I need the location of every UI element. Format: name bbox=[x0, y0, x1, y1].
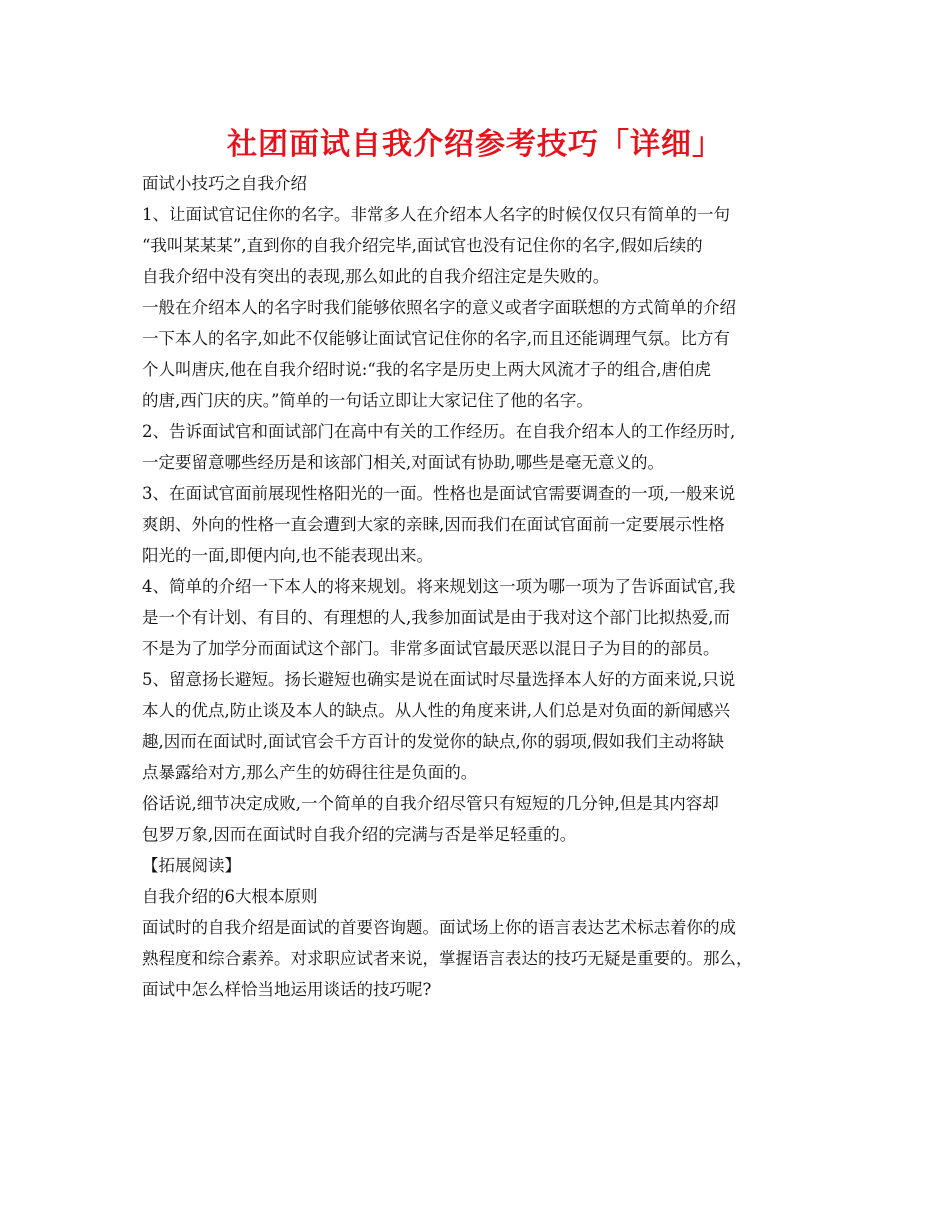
document-title: 社团面试自我介绍参考技巧「详细」 bbox=[227, 127, 723, 162]
paragraph-line: 自我介绍中没有突出的表现,那么如此的自我介绍注定是失败的。 bbox=[142, 267, 610, 286]
paragraph-line: 本人的优点,防止谈及本人的缺点。从人性的角度来讲,人们总是对负面的新闻感兴 bbox=[142, 701, 730, 720]
paragraph-line: “我叫某某某”,直到你的自我介绍完毕,面试官也没有记住你的名字,假如后续的 bbox=[142, 236, 703, 255]
paragraph-line: 是一个有计划、有目的、有理想的人,我参加面试是由于我对这个部门比拟热爱,而 bbox=[142, 608, 730, 627]
extended-reading-heading: 【拓展阅读】 bbox=[142, 856, 241, 875]
paragraph-line: 趣,因而在面试时,面试官会千方百计的发觉你的缺点,你的弱项,假如我们主动将缺 bbox=[142, 732, 724, 751]
paragraph-line: 一定要留意哪些经历是和该部门相关,对面试有协助,哪些是毫无意义的。 bbox=[142, 453, 664, 472]
paragraph-line: 4、简单的介绍一下本人的将来规划。将来规划这一项为哪一项为了告诉面试官,我 bbox=[142, 577, 736, 596]
paragraph-line: 阳光的一面,即便内向,也不能表现出来。 bbox=[142, 546, 433, 565]
paragraph-line: 一般在介绍本人的名字时我们能够依照名字的意义或者字面联想的方式简单的介绍 bbox=[142, 298, 736, 317]
document-body bbox=[142, 168, 832, 1005]
paragraph-line: 熟程度和综合素养。对求职应试者来说，掌握语言表达的技巧无疑是重要的。那么， bbox=[142, 949, 753, 968]
paragraph-line: 5、留意扬长避短。扬长避短也确实是说在面试时尽量选择本人好的方面来说,只说 bbox=[142, 670, 736, 689]
paragraph-line: 面试中怎么样恰当地运用谈话的技巧呢? bbox=[142, 980, 432, 999]
paragraph-line: 3、在面试官面前展现性格阳光的一面。性格也是面试官需要调查的一项,一般来说 bbox=[142, 484, 736, 503]
paragraph-line: 面试时的自我介绍是面试的首要咨询题。面试场上你的语言表达艺术标志着你的成 bbox=[142, 918, 736, 937]
paragraph-line: 俗话说,细节决定成败,一个简单的自我介绍尽管只有短短的几分钟,但是其内容却 bbox=[142, 794, 719, 813]
paragraph-line: 的唐,西门庆的庆。”简单的一句话立即让大家记住了他的名字。 bbox=[142, 391, 593, 410]
paragraph-line: 1、让面试官记住你的名字。非常多人在介绍本人名字的时候仅仅只有简单的一句 bbox=[142, 205, 730, 224]
paragraph-line: 包罗万象,因而在面试时自我介绍的完满与否是举足轻重的。 bbox=[142, 825, 577, 844]
paragraph-line: 2、告诉面试官和面试部门在高中有关的工作经历。在自我介绍本人的工作经历时, bbox=[142, 422, 736, 441]
paragraph-line: 不是为了加学分而面试这个部门。非常多面试官最厌恶以混日子为目的的部员。 bbox=[142, 639, 720, 658]
section-heading: 面试小技巧之自我介绍 bbox=[142, 174, 307, 193]
paragraph-line: 一下本人的名字,如此不仅能够让面试官记住你的名字,而且还能调理气氛。比方有 bbox=[142, 329, 730, 348]
subsection-heading: 自我介绍的6大根本原则 bbox=[142, 887, 318, 906]
paragraph-line: 爽朗、外向的性格一直会遭到大家的亲睐,因而我们在面试官面前一定要展示性格 bbox=[142, 515, 725, 534]
paragraph-line: 点暴露给对方,那么产生的妨碍往往是负面的。 bbox=[142, 763, 478, 782]
paragraph-line: 个人叫唐庆,他在自我介绍时说:“我的名字是历史上两大风流才子的组合,唐伯虎 bbox=[142, 360, 711, 379]
